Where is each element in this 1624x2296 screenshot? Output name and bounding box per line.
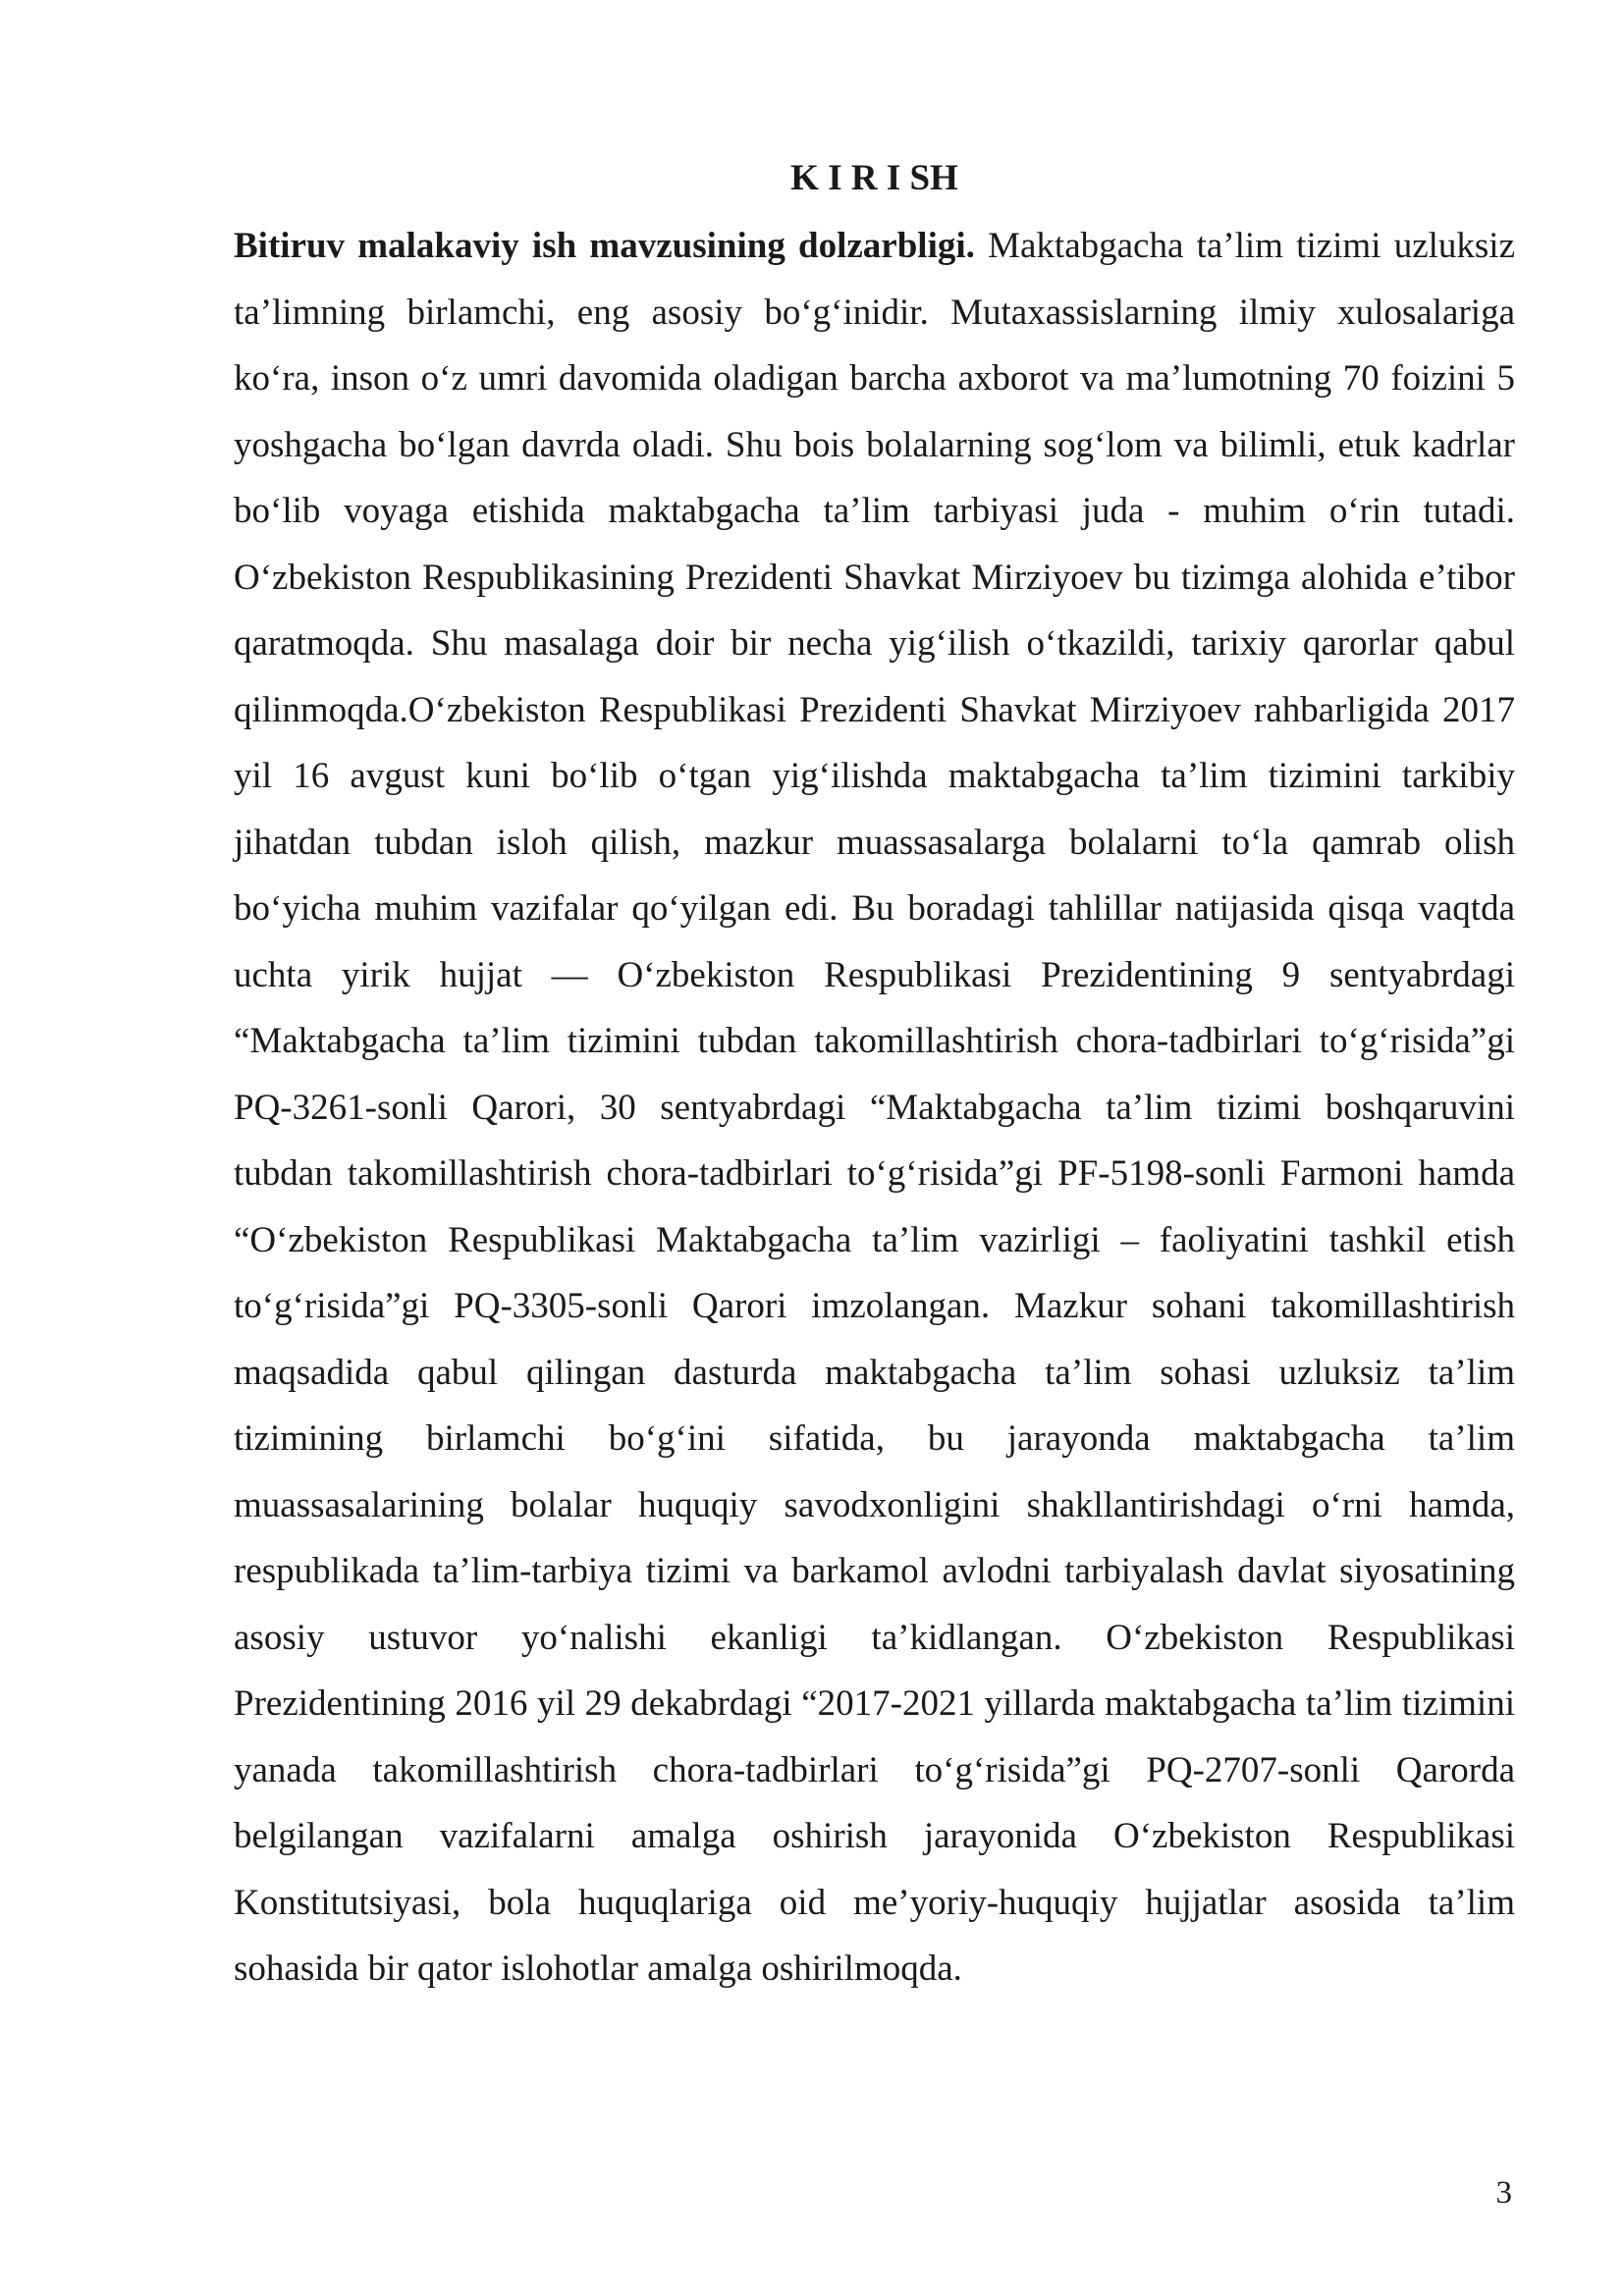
paragraph-text: Maktabgacha ta’lim tizimi uzluksiz ta’limning birlamchi, eng asosiy bo‘g‘inidir. Mutaxassislarning ilmiy xulosalariga ko‘ra, inson o‘z umri davomida oladigan barcha axborot va ma’lumotning 70 foizini 5 yoshgacha bo‘lgan davrda oladi. Shu bois bolalarning sog‘lom va bilimli, etuk kadrlar bo‘lib voyaga etishida maktabgacha ta’lim tarbiyasi juda - muhim o‘rin tutadi. O‘zbekiston Respublikasining Prezidenti Shavkat Mirziyoev bu tizimga alohida e’tibor qaratmoqda. Shu masalaga doir bir necha yig‘ilish o‘tkazildi, tarixiy qarorlar qabul qilinmoqda.O‘zbekiston Respublikasi Prezidenti Shavkat Mirziyoev rahbarligida 2017 yil 16 avgust kuni bo‘lib o‘tgan yig‘ilishda maktabgacha ta’lim tizimini tarkibiy jihatdan tubdan isloh qilish, mazkur muassasalarga bolalarni to‘la qamrab olish bo‘yicha muhim vazifalar qo‘yilgan edi. Bu boradagi tahlillar natijasida qisqa vaqtda uchta yirik hujjat — O‘zbekiston Respublikasi Prezidentining 9 sentyabrdagi “Maktabgacha ta’lim tizimini tubdan takomillashtirish chora-tadbirlari to‘g‘risida”gi PQ-3261-sonli Qarori, 30 sentyabrdagi “Maktabgacha ta’lim tizimi boshqaruvini tubdan takomillashtirish chora-tadbirlari to‘g‘risida”gi PF-5198-sonli Farmoni hamda “O‘zbekiston Respublikasi Maktabgacha ta’lim vazirligi – faoliyatini tashkil etish to‘g‘risida”gi PQ-3305-sonli Qarori imzolangan. Mazkur sohani takomillashtirish maqsadida qabul qilingan dasturda maktabgacha ta’lim sohasi uzluksiz ta’lim tizimining birlamchi bo‘g‘ini sifatida, bu jarayonda maktabgacha ta’lim muassasalarining bolalar huquqiy savodxonligini shakllantirishdagi o‘rni hamda, respublikada ta’lim-tarbiya tizimi va barkamol avlodni tarbiyalash davlat siyosatining asosiy ustuvor yo‘nalishi ekanligi ta’kidlangan. O‘zbekiston Respublikasi Prezidentining 2016 yil 29 dekabrdagi “2017-2021 yillarda maktabgacha ta’lim tizimini yanada takomillashtirish chora-tadbirlari to‘g‘risida”gi PQ-2707-sonli Qarorda belgilangan vazifalarni amalga oshirish jarayonida O‘zbekiston Respublikasi Konstitutsiyasi, bola huquqlariga oid me’yoriy-huquqiy hujjatlar asosida ta’lim sohasida bir qator islohotlar amalga oshirilmoqda. xyxy=(234,226,1515,1989)
body-paragraph xyxy=(234,213,1515,2002)
paragraph-lead: Bitiruv malakaviy ish mavzusining dolzarbligi. xyxy=(234,226,975,266)
page-number: 3 xyxy=(1495,2175,1512,2211)
page-title: K I R I SH xyxy=(790,158,958,198)
